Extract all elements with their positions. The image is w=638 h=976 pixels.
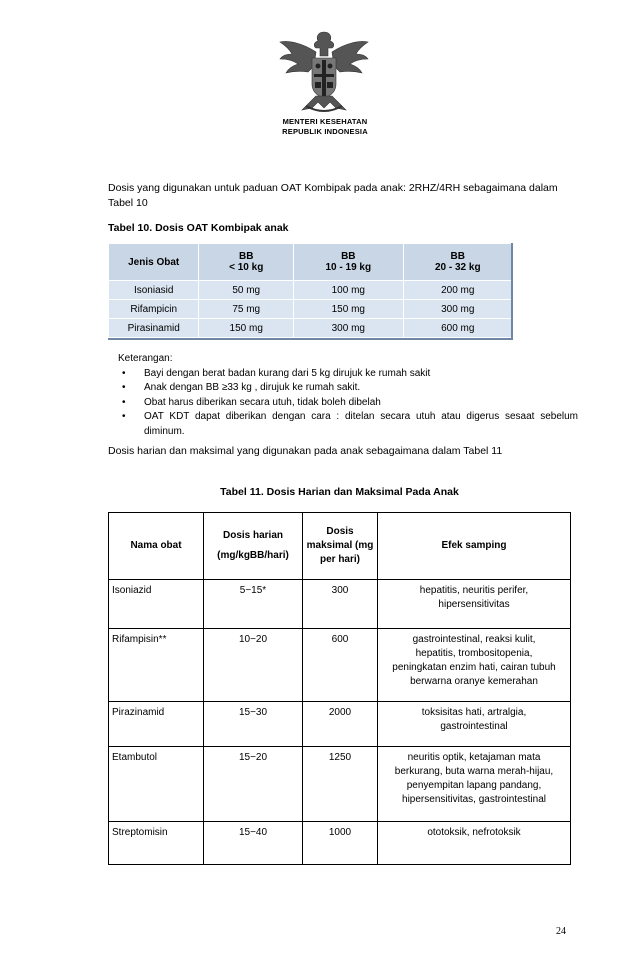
table11-cell-side: ototoksik, nefrotoksik bbox=[378, 822, 571, 865]
table10-header-l2: 20 - 32 kg bbox=[434, 262, 481, 273]
notes-item: • Anak dengan BB ≥33 kg , dirujuk ke rumah sakit. bbox=[118, 381, 578, 396]
table11-cell-name: Isoniazid bbox=[109, 580, 204, 629]
table10-header-cell bbox=[109, 244, 199, 281]
table11-header-daily-l1: Dosis harian bbox=[222, 530, 284, 541]
table10-row bbox=[109, 300, 513, 319]
table11-cell-name: Etambutol bbox=[109, 747, 204, 822]
table11-cell-max: 600 bbox=[303, 629, 378, 702]
table11-header-side: Efek samping bbox=[378, 513, 571, 580]
table10-row bbox=[109, 319, 513, 338]
table11-row bbox=[109, 747, 571, 822]
table10-cell: 300 mg bbox=[294, 319, 403, 338]
table11-header-name: Nama obat bbox=[109, 513, 204, 580]
table10-cell: 75 mg bbox=[199, 300, 294, 319]
table10-header-l1: BB bbox=[239, 251, 254, 262]
table10-cell: 300 mg bbox=[403, 300, 512, 319]
table11-header-daily bbox=[204, 513, 303, 580]
notes-item: • Obat harus diberikan secara utuh, tidak boleh dibelah bbox=[118, 396, 578, 411]
table11-header-row bbox=[109, 513, 571, 580]
table11-cell-daily: 15−40 bbox=[204, 822, 303, 865]
table11-cell-name: Pirazinamid bbox=[109, 702, 204, 747]
intro2-paragraph: Dosis harian dan maksimal yang digunakan pada anak sebagaimana dalam Tabel 11 bbox=[108, 445, 503, 457]
table10-cell: 100 mg bbox=[294, 281, 403, 300]
table11-cell-max: 1000 bbox=[303, 822, 378, 865]
table11-cell-side: hepatitis, neuritis perifer, hipersensitivitas bbox=[378, 580, 571, 629]
emblem-caption-line1: MENTERI KESEHATAN bbox=[282, 117, 368, 126]
table10-header-cell bbox=[294, 244, 403, 281]
table11-cell-name: Rifampisin** bbox=[109, 629, 204, 702]
notes-list bbox=[118, 367, 578, 440]
table10-header-l2: < 10 kg bbox=[229, 262, 264, 273]
table11-cell-side: toksisitas hati, artralgia, gastrointestinal bbox=[378, 702, 571, 747]
table11-cell-max: 2000 bbox=[303, 702, 378, 747]
garuda-emblem-icon bbox=[276, 26, 372, 114]
table10-caption: Tabel 10. Dosis OAT Kombipak anak bbox=[108, 222, 289, 234]
table11-cell-daily: 10−20 bbox=[204, 629, 303, 702]
table10-header-row bbox=[109, 244, 513, 281]
table11-cell-daily: 15−20 bbox=[204, 747, 303, 822]
table11-cell-name: Streptomisin bbox=[109, 822, 204, 865]
table11-cell-side: neuritis optik, ketajaman mata berkurang, buta warna merah-hijau, penyempitan lapang pandang, hipersensitivitas, gastrointestinal bbox=[378, 747, 571, 822]
page-number: 24 bbox=[556, 926, 566, 937]
notes-item: • OAT KDT dapat diberikan dengan cara : ditelan secara utuh atau digerus sesaat sebelum diminum. bbox=[118, 410, 578, 439]
table11-row bbox=[109, 822, 571, 865]
table10-header-cell bbox=[199, 244, 294, 281]
notes-block bbox=[118, 352, 578, 439]
table11-header-daily-l2: (mg/kgBB/hari) bbox=[217, 550, 289, 561]
table10-header-l1: Jenis Obat bbox=[128, 256, 180, 268]
table11 bbox=[108, 512, 571, 865]
table10-cell: 150 mg bbox=[294, 300, 403, 319]
table11-row bbox=[109, 702, 571, 747]
table11-header-max: Dosis maksimal (mg per hari) bbox=[303, 513, 378, 580]
table11-cell-max: 1250 bbox=[303, 747, 378, 822]
table10-header-l1: BB bbox=[450, 251, 465, 262]
table10-header-l2: 10 - 19 kg bbox=[325, 262, 372, 273]
notes-item: • Bayi dengan berat badan kurang dari 5 kg dirujuk ke rumah sakit bbox=[118, 367, 578, 382]
emblem-caption bbox=[262, 117, 388, 137]
table11-row bbox=[109, 629, 571, 702]
table10-cell: Pirasinamid bbox=[109, 319, 199, 338]
table10-cell: 50 mg bbox=[199, 281, 294, 300]
emblem-caption-line2: REPUBLIK INDONESIA bbox=[282, 127, 368, 136]
table11-cell-max: 300 bbox=[303, 580, 378, 629]
table10-cell: Rifampicin bbox=[109, 300, 199, 319]
table11-row bbox=[109, 580, 571, 629]
table10-cell: 200 mg bbox=[403, 281, 512, 300]
table11-cell-daily: 15−30 bbox=[204, 702, 303, 747]
table10-header-l1: BB bbox=[341, 251, 356, 262]
table11-cell-side: gastrointestinal, reaksi kulit, hepatitis, trombositopenia, peningkatan enzim hati, cairan tubuh berwarna oranye kemerahan bbox=[378, 629, 571, 702]
table11-title: Tabel 11. Dosis Harian dan Maksimal Pada Anak bbox=[220, 486, 459, 498]
table11-cell-daily: 5−15* bbox=[204, 580, 303, 629]
notes-title: Keterangan: bbox=[118, 353, 173, 364]
table10 bbox=[108, 243, 513, 338]
table10-cell: 150 mg bbox=[199, 319, 294, 338]
table10-cell: Isoniasid bbox=[109, 281, 199, 300]
table10-header-cell bbox=[403, 244, 512, 281]
table10-row bbox=[109, 281, 513, 300]
intro-paragraph: Dosis yang digunakan untuk paduan OAT Kombipak pada anak: 2RHZ/4RH sebagaimana dalam Tabel 10 bbox=[108, 182, 558, 209]
table10-cell: 600 mg bbox=[403, 319, 512, 338]
